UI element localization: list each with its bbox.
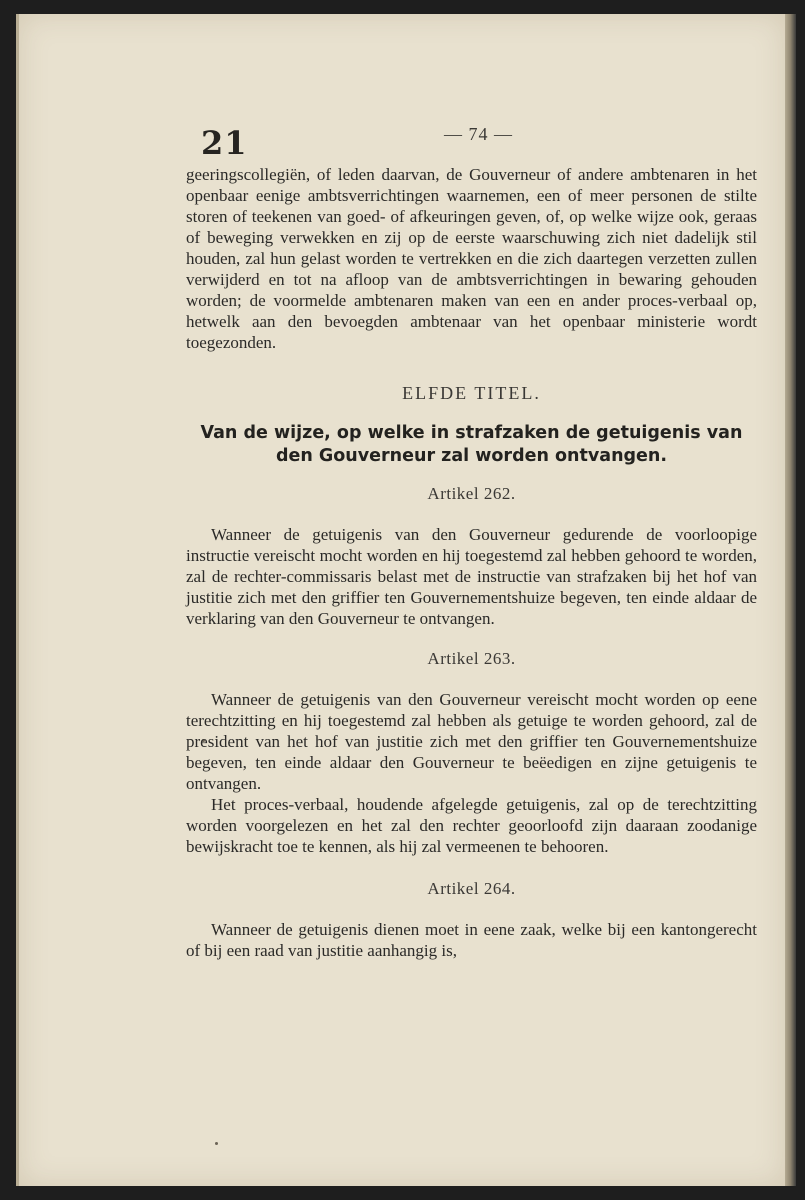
article-heading: Artikel 264. <box>427 879 516 898</box>
article-heading: Artikel 262. <box>427 484 516 503</box>
signature-mark: 21 <box>201 124 248 162</box>
article-paragraph: Wanneer de getuigenis dienen moet in eene zaak, welke bij een kantongerecht of bij een raad van justitie aanhangig is, <box>186 920 757 960</box>
speck-mark <box>215 1142 218 1145</box>
article-paragraph: Wanneer de getuigenis van den Gouverneur gedurende de voorloopige instructie vereischt mocht worden en hij toegestemd zal hebben gehoord te worden, zal de rechter-commissaris belast met de instructie van strafzaken bij het hof van justitie zich met den griffier ten Gouvernementshuize begeven, ten einde aldaar de verklaring van den Gouverneur te ontvangen. <box>186 525 757 628</box>
page-header <box>186 114 757 164</box>
article-heading: Artikel 263. <box>427 649 516 668</box>
section-title: ELFDE TITEL. <box>402 383 541 403</box>
article-paragraph: Het proces-verbaal, houdende afgelegde getuigenis, zal op de terechtzitting worden voorgelezen en het zal den rechter geoorloofd zijn daaraan zoodanige bewijskracht toe te kennen, als hij zal vermeenen te behooren. <box>186 795 757 856</box>
section-heading: Van de wijze, op welke in strafzaken de getuigenis van den Gouverneur zal worden ontvangen. <box>200 423 743 466</box>
page-content <box>186 114 757 961</box>
opening-paragraph: geeringscollegiën, of leden daarvan, de Gouverneur of andere ambtenaren in het openbaar eenige ambtsverrichtingen waarnemen, een of meer personen de stilte storen of teekenen van goed- of afkeuringen geven, of, op welke wijze ook, geraas of beweging verwekken en zij op de eerste waarschuwing zich niet dadelijk stil houden, zal hun gelast worden te vertrekken en die zich daartegen verzetten zullen verwijderd en tot na afloop van de ambtsverrichtingen in bewaring gehouden worden; de voormelde ambtenaren maken van een en ander proces-verbaal op, hetwelk aan den bevoegden ambtenaar van het openbaar ministerie wordt toegezonden. <box>186 165 757 352</box>
page-number: — 74 — <box>444 124 513 144</box>
article-paragraph: Wanneer de getuigenis van den Gouverneur vereischt mocht worden op eene terechtzitting en hij toegestemd zal hebben als getuige te worden gehoord, zal de president van het hof van justitie zich met den griffier ten Gouvernementshuize begeven, ten einde aldaar den Gouverneur te beëedigen en zijne getuigenis te ontvangen. <box>186 690 757 793</box>
